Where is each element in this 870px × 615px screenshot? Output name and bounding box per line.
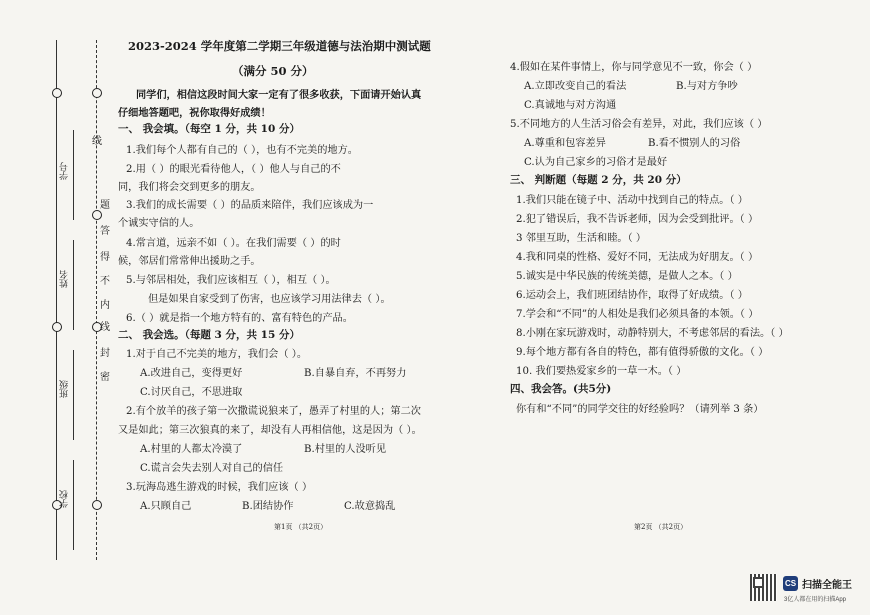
student-id-label: 学号 (60, 162, 70, 180)
question: 又是如此；第三次狼真的来了，却没有人再相信他，这是因为（ ）。 (118, 425, 422, 436)
judgement-item: 2.犯了错误后，我不告诉老师，因为会受到批评。（ ） (516, 214, 759, 225)
class-blank[interactable] (73, 350, 74, 440)
question: 2.用（ ）的眼光看待他人，（ ）他人与自己的不 (126, 164, 341, 175)
judgement-item: 3 邻里互助，生活和睦。（ ） (516, 233, 647, 244)
question: 4.常言道，远亲不如（ ）。在我们需要（ ）的时 (126, 238, 341, 249)
judgement-item: 9.每个地方都有各自的特色，都有值得骄傲的文化。（ ） (516, 347, 769, 358)
question: 但是如果自家受到了伤害，也应该学习用法律去（ ）。 (148, 294, 391, 305)
option: A.立即改变自己的看法 (524, 81, 627, 92)
question: 3.玩海岛逃生游戏的时候，我们应该（ ） (126, 482, 313, 493)
option: B.村里的人没听见 (304, 444, 387, 455)
option: B.自暴自弃，不再努力 (304, 368, 407, 379)
answer-area[interactable] (510, 420, 840, 515)
question: 6.（ ）就是指一个地方特有的、富有特色的产品。 (126, 313, 353, 324)
option: A.村里的人都太冷漠了 (140, 444, 243, 455)
option: B.团结协作 (242, 501, 294, 512)
option: C.谎言会失去别人对自己的信任 (140, 463, 284, 474)
section-3-header: 三、 判断题（每题 2 分，共 20 分） (510, 174, 687, 186)
question: 3.我们的成长需要（ ）的品质来陪伴，我们应该成为一 (126, 200, 374, 211)
section-1-header: 一、 我会填。（每空 1 分，共 10 分） (118, 123, 300, 135)
name-label: 姓名 (60, 270, 70, 288)
binding-hole (92, 210, 102, 220)
judgement-item: 7.学会和“不同”的人相处是我们必须具备的本领。（ ） (516, 309, 759, 320)
seal-char: 封 (100, 348, 110, 359)
section-2-header: 二、 我会选。（每题 3 分，共 15 分） (118, 329, 300, 341)
camscanner-logo-icon: CS (783, 576, 798, 591)
binding-hole (92, 500, 102, 510)
question: 同，我们将会交到更多的朋友。 (118, 182, 261, 193)
school-label: 学校 (60, 490, 70, 508)
section-4-header: 四、我会答。(共5分) (510, 383, 612, 395)
judgement-item: 5.诚实是中华民族的传统美德，是做人之本。（ ） (516, 271, 738, 282)
page-2-footer: 第2页 （共2页） (634, 523, 688, 531)
scanner-app-name: 扫描全能王 (802, 580, 852, 591)
scanner-watermark (750, 574, 860, 608)
option: A.尊重和包容差异 (524, 138, 606, 149)
question: 5.与邻居相处，我们应该相互（ ），相互（ ）。 (126, 275, 336, 286)
option: A.改进自己，变得更好 (140, 368, 243, 379)
binding-hole (92, 88, 102, 98)
seal-char: 题 (100, 200, 110, 211)
intro-line-2: 仔细地答题吧，祝你取得好成绩！ (118, 107, 271, 119)
seal-char: 得 (100, 252, 110, 263)
intro-line-1: 同学们，相信这段时间大家一定有了很多收获，下面请开始认真 (136, 89, 422, 101)
judgement-item: 6.运动会上，我们班团结协作，取得了好成绩。（ ） (516, 290, 748, 301)
option: C.讨厌自己，不思进取 (140, 387, 243, 398)
option: C.故意捣乱 (344, 501, 396, 512)
judgement-item: 10. 我们要热爱家乡的一草一木。（ ） (516, 366, 687, 377)
judgement-item: 8.小刚在家玩游戏时，动静特别大，不考虑邻居的看法。（ ） (516, 328, 789, 339)
option: A.只顾自己 (140, 501, 192, 512)
binding-hole (52, 88, 62, 98)
exam-score: （满分 50 分） (232, 64, 314, 78)
seal-char: 内 (100, 300, 110, 311)
option: B.看不惯别人的习俗 (648, 138, 741, 149)
school-blank[interactable] (73, 460, 74, 550)
seal-char: 线 (100, 322, 110, 333)
page-1-footer: 第1页 （共2页） (274, 523, 328, 531)
binding-hole (52, 322, 62, 332)
question: 你有和“不同”的同学交往的好经验吗？（请列举 3 条） (516, 404, 764, 415)
seal-char: 答 (100, 226, 110, 237)
seal-char: 密 (100, 372, 110, 383)
qr-code-icon (750, 574, 777, 601)
name-blank[interactable] (73, 240, 74, 330)
question: 个诚实守信的人。 (118, 218, 200, 229)
class-label: 班级 (60, 380, 70, 398)
question: 5.不同地方的人生活习俗会有差异，对此，我们应该（ ） (510, 119, 768, 130)
binding-solid-line (56, 40, 57, 560)
question: 1.我们每个人都有自己的（ ），也有不完美的地方。 (126, 145, 358, 156)
judgement-item: 4.我和同桌的性格、爱好不同，无法成为好朋友。（ ） (516, 252, 759, 263)
question: 2.有个放羊的孩子第一次撒谎说狼来了，愚弄了村里的人；第二次 (126, 406, 421, 417)
student-id-blank[interactable] (73, 130, 74, 220)
option: C.认为自己家乡的习俗才是最好 (524, 157, 668, 168)
question: 4.假如在某件事情上，你与同学意见不一致，你会（ ） (510, 62, 758, 73)
judgement-item: 1.我们只能在镜子中、活动中找到自己的特点。（ ） (516, 195, 748, 206)
question: 候，邻居们常常伸出援助之手。 (118, 256, 261, 267)
seal-char: 不 (100, 276, 110, 287)
option: B.与对方争吵 (676, 81, 738, 92)
binding-dashed-line (96, 40, 97, 560)
exam-title: 2023-2024 学年度第二学期三年级道德与法治期中测试题 (128, 39, 431, 53)
scanner-app-tagline: 3亿人都在用的扫描App (784, 597, 847, 603)
question: 1.对于自己不完美的地方，我们会（ ）。 (126, 349, 308, 360)
option: C.真诚地与对方沟通 (524, 100, 617, 111)
seal-char: 线 (92, 136, 102, 147)
